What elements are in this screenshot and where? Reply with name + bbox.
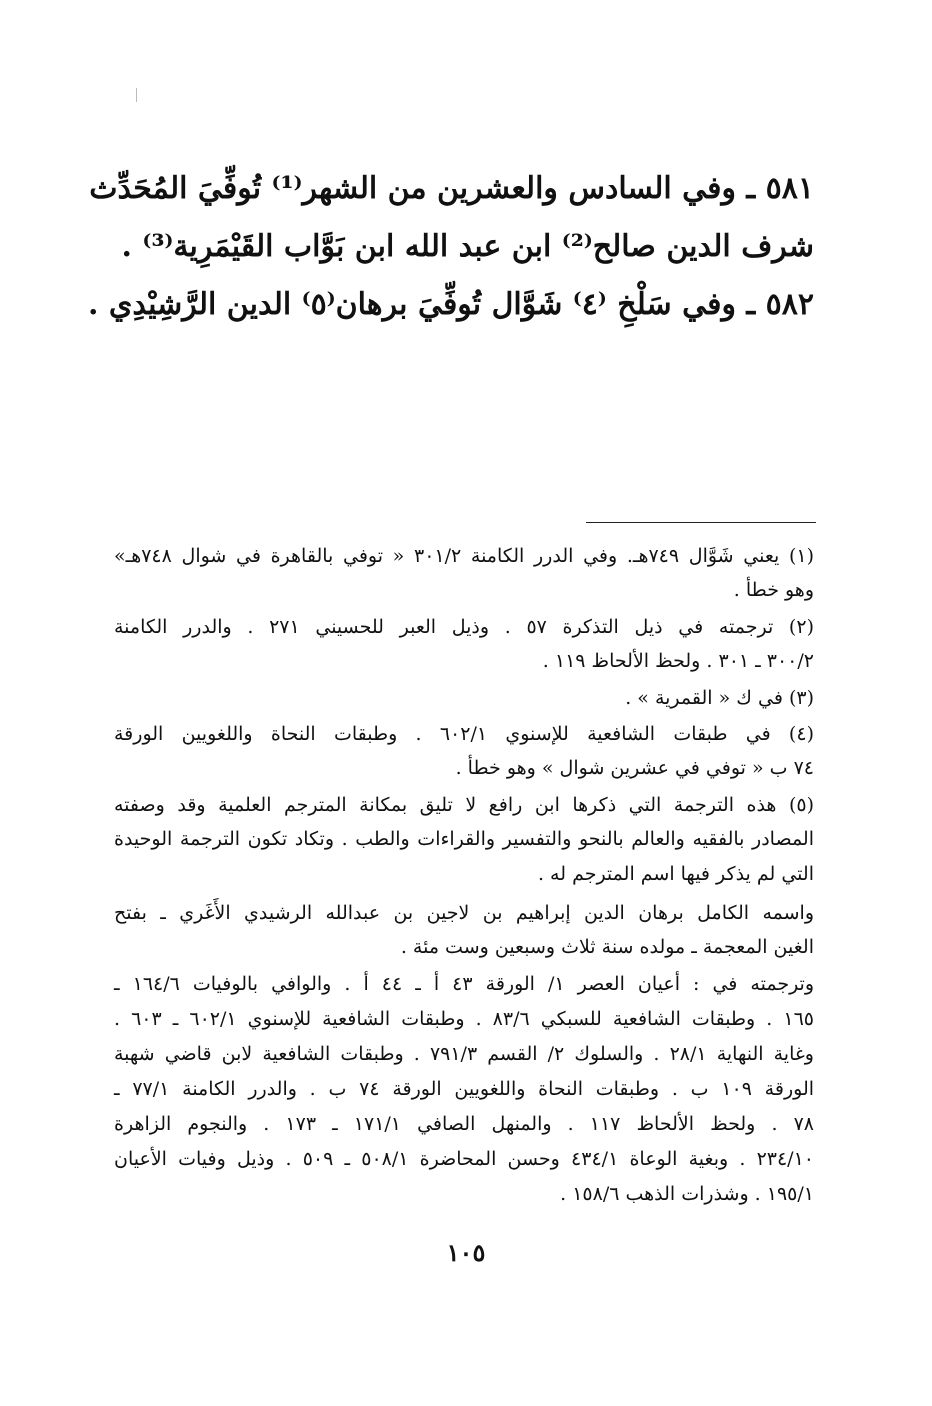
footnote-5-line-2: المصادر بالفقيه والعالم بالنحو والتفسير والقراءات والطب . وتكاد تكون الترجمة الوحيدة	[114, 828, 814, 850]
footnote-4-line-1: (٤) في طبقات الشافعية للإسنوي ٦٠٢/١ . وطبقات النحاة واللغويين الورقة	[114, 723, 814, 745]
footnote-5-line-3: التي لم يذكر فيها اسم المترجم له .	[537, 863, 814, 885]
footnote-2-line-1: (٢) ترجمته في ذيل التذكرة ٥٧ . وذيل العبر للحسيني ٢٧١ . والدرر الكامنة	[114, 616, 814, 638]
footnote-5-para-3-line-6: ٢٣٤/١٠ . وبغية الوعاة ٤٣٤/١ وحسن المحاضرة ٥٠٨/١ ـ ٥٠٩ . وذيل وفيات الأعيان	[114, 1148, 814, 1170]
footnote-1-line-2: وهو خطأ .	[733, 579, 814, 601]
footnote-2-line-2: ٣٠٠/٢ ـ ٣٠١ . ولحظ الألحاظ ١١٩ .	[542, 650, 814, 672]
footnote-5-para-3-line-4: الورقة ١٠٩ ب . وطبقات النحاة واللغويين الورقة ٧٤ ب . والدرر الكامنة ٧٧/١ ـ	[114, 1078, 815, 1100]
footnote-separator	[586, 522, 816, 523]
entry-582-line-1: ٥٨٢ ـ وفي سَلْخِ ⁽٤⁾ شَوَّال تُوفِّيَ برهان⁽٥⁾ الدين الرَّشِيْدِي .	[87, 287, 814, 322]
footnote-5-para-2-line-2: الغين المعجمة ـ مولده سنة ثلاث وسبعين وست مئة .	[400, 936, 814, 958]
footnote-5-para-3-line-2: ١٦٥ . وطبقات الشافعية للسبكي ٨٣/٦ . وطبقات الشافعية للإسنوي ٦٠٢/١ ـ ٦٠٣ .	[114, 1008, 814, 1030]
footnote-5-para-3-line-3: وغاية النهاية ٢٨/١ . والسلوك ٢/ القسم ٧٩١/٣ . وطبقات الشافعية لابن قاضي شهبة	[114, 1043, 814, 1065]
entry-581-line-2: شرف الدين صالح⁽²⁾ ابن عبد الله ابن بَوَّاب القَيْمَرِية⁽³⁾ .	[121, 229, 814, 264]
footnote-4-line-2: ٧٤ ب « توفي في عشرين شوال » وهو خطأ .	[455, 757, 814, 779]
footnote-5-para-2-line-1: واسمه الكامل برهان الدين إبراهيم بن لاجين بن عبدالله الرشيدي الأَغَري ـ بفتح	[114, 902, 814, 924]
footnote-3-line-1: (٣) في ك « القمرية » .	[625, 687, 814, 709]
footnote-5-para-3-line-1: وترجمته في : أعيان العصر ١/ الورقة ٤٣ أ ـ ٤٤ أ . والوافي بالوفيات ١٦٤/٦ ـ	[114, 973, 815, 995]
page-number: ١٠٥	[446, 1238, 486, 1267]
scan-speck	[136, 88, 137, 102]
footnote-1-line-1: (١) يعني شَوَّال ٧٤٩هـ. وفي الدرر الكامنة ٣٠١/٢ « توفي بالقاهرة في شوال ٧٤٨هـ»	[114, 545, 815, 567]
footnote-5-para-3-line-7: ١٩٥/١ . وشذرات الذهب ١٥٨/٦ .	[560, 1183, 814, 1205]
entry-581-line-1: ٥٨١ ـ وفي السادس والعشرين من الشهر⁽¹⁾ تُوفِّيَ المُحَدِّث	[89, 171, 814, 206]
footnote-5-line-1: (٥) هذه الترجمة التي ذكرها ابن رافع لا تليق بمكانة المترجم العلمية وقد وصفته	[114, 794, 814, 816]
footnote-5-para-3-line-5: ٧٨ . ولحظ الألحاظ ١١٧ . والمنهل الصافي ١٧١/١ ـ ١٧٣ . والنجوم الزاهرة	[114, 1113, 814, 1135]
